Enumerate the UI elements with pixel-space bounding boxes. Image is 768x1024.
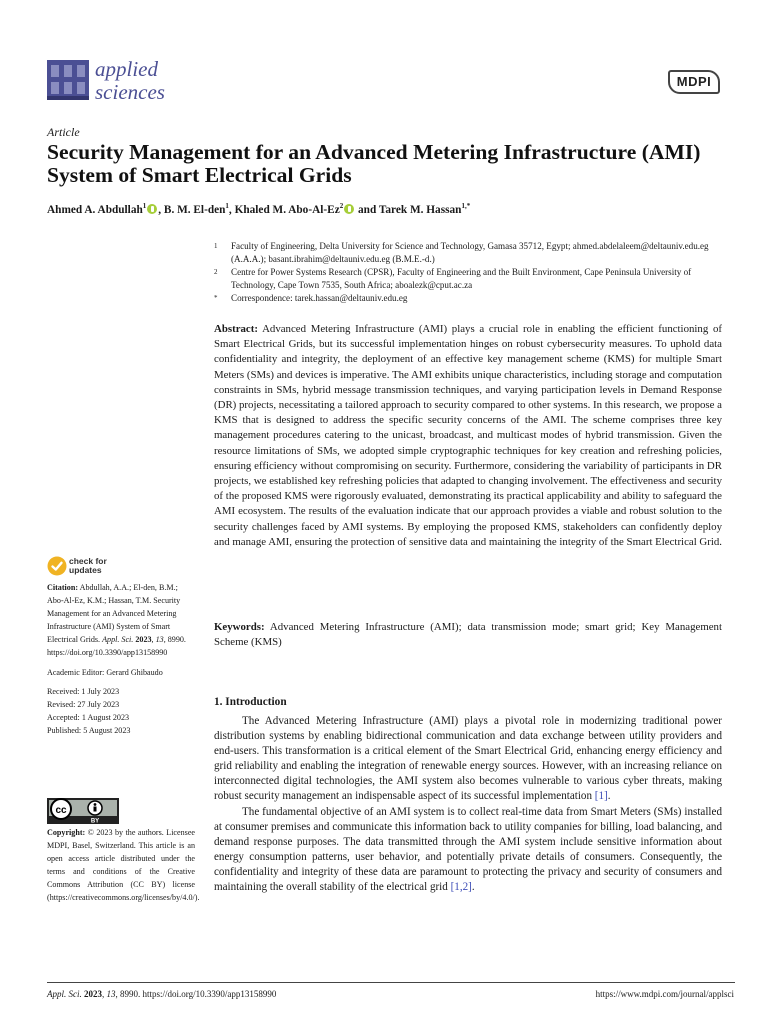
author-affiliation-mark: 2	[339, 202, 344, 211]
paragraph: The fundamental objective of an AMI system is to collect real-time data from Smart Meters (SMs) installed at consumer premises and communicate this information back to utility companies for billing, load balancing, and demand response purposes. The data transmitted through the AMI system include sensitive information about energy consumption patterns, user behavior, and potentially private details of consumers. Consequently, the confidentiality and integrity of these data are paramount to protecting the privacy and security of consumers and maintaining the overall stability of the electrical grid [1,2].	[214, 805, 722, 894]
academic-editor: Academic Editor: Gerard Ghibaudo	[47, 667, 163, 677]
date-received: Received: 1 July 2023	[47, 686, 120, 696]
author-name: Khaled M. Abo-Al-Ez	[234, 204, 340, 216]
date-accepted: Accepted: 1 August 2023	[47, 712, 130, 722]
date-revised: Revised: 27 July 2023	[47, 699, 120, 709]
cc-by-label: BY	[90, 818, 100, 824]
affiliations	[214, 240, 734, 305]
author-name: Ahmed A. Abdullah	[47, 204, 143, 216]
author-list: Ahmed A. Abdullah$^1$ , B. M. El-den$^1$, Khaled M. Abo-Al-Ez$^2$ and Tarek M. Hassan$^{1,*}$	[47, 202, 471, 216]
date-published: Published: 5 August 2023	[47, 725, 131, 735]
cc-by-license-icon[interactable]	[47, 798, 119, 824]
journal-logo-icon	[47, 60, 89, 100]
citation-link[interactable]: [1,2]	[450, 881, 472, 894]
abstract	[214, 322, 722, 550]
abstract-label: Abstract:	[214, 323, 258, 335]
keywords-text: Advanced Metering Infrastructure (AMI); data transmission mode; smart grid; Key Management Scheme (KMS)	[214, 621, 722, 649]
section-heading: 1. Introduction	[214, 696, 287, 708]
article-type: Article	[47, 125, 80, 139]
keywords	[214, 620, 722, 650]
author-affiliation-mark: 1	[225, 202, 229, 211]
orcid-icon[interactable]	[344, 204, 354, 214]
footer-citation: Appl. Sci. 2023, 13, 8990. https://doi.org/10.3390/app13158990	[47, 989, 277, 999]
orcid-icon[interactable]	[147, 204, 157, 214]
affiliation-item: 2 Centre for Power Systems Research (CPSR), Faculty of Engineering and the Built Environment, Cape Peninsula University of Technology, Cape Town 7535, South Africa; aboalezk@cput.ac.za	[214, 267, 692, 290]
svg-text:cc: cc	[55, 805, 67, 816]
journal-name-line2: sciences	[95, 80, 165, 104]
copyright-notice: Copyright: © 2023 by the authors. Licensee MDPI, Basel, Switzerland. This article is an open access article distributed under the terms and conditions of the Creative Commons Attribution (CC BY) license (https://creativecommons.org/licenses/by/4.0/).	[47, 828, 200, 903]
affiliation-item: * Correspondence: tarek.hassan@deltauniv.edu.eg	[214, 293, 408, 303]
abstract-text: Advanced Metering Infrastructure (AMI) plays a crucial role in enabling the efficient functioning of Smart Electrical Grids, but its successful implementation hinges on robust cybersecurity measures. To uphold data confidentiality and integrity, the deployment of an effective key management scheme (KMS) for multiple Smart Meters (SMs) and devices is imperative. The AMI exhibits unique characteristics, including storage and computation constraints in SMs, hybrid message transmission techniques, and varying participation levels in Demand Response (DR) projects, necessitating a tailored approach to security compared to other systems. In this research, we propose a KMS that is designed to address the specific security concerns of the AMI. The scheme comprises three key management procedures catering to the unicast, broadcast, and multicast modes of hybrid transmission. Given the resource limitations of SMs, we adopted simple cryptographic techniques for key creation and refreshing policies, ensuring efficiency without compromising on security. Furthermore, considering the variability of participants in DR projects, we established key refreshing policies that adapted to changing involvement. The effectiveness and security of the proposed KMS were rigorously evaluated, demonstrating its practical applicability and ability to safeguard the AMI ecosystem. The results of the evaluation indicate that our approach provides a viable and robust solution to the security challenges faced by AMI systems. By employing the proposed KMS, stakeholders can confidently deploy and manage AMI, ensuring the protection of sensitive data and maintaining the integrity of the Smart Electrical Grid.	[214, 323, 723, 548]
author-name: Tarek M. Hassan	[378, 204, 462, 216]
affiliation-item: 1 Faculty of Engineering, Delta University for Science and Technology, Gamasa 35712, Egypt; ahmed.abdelaleem@deltauniv.edu.eg (A.A.A.); basant.ibrahim@deltauniv.edu.eg (B.M.E.-d.)	[214, 241, 709, 264]
footer-divider	[47, 982, 735, 983]
author-affiliation-mark: 1,*	[461, 202, 471, 211]
keywords-label: Keywords:	[214, 621, 265, 633]
citation-link[interactable]: [1]	[594, 790, 608, 803]
author-name: B. M. El-den	[163, 204, 226, 216]
check-for-updates-label[interactable]: check for updates	[69, 556, 107, 575]
journal-name[interactable]	[95, 58, 165, 104]
sidebar-metadata	[47, 581, 195, 737]
citation-block: Citation: Abdullah, A.A.; El-den, B.M.; Abo-Al-Ez, K.M.; Hassan, T.M. Security Management for an Advanced Metering Infrastructure (AMI) System of Smart Electrical Grids. Appl. Sci. 2023, 13, 8990. https://doi.org/10.3390/app13158990	[47, 583, 186, 658]
check-for-updates-icon[interactable]	[47, 556, 67, 576]
paragraph: The Advanced Metering Infrastructure (AMI) plays a pivotal role in modernizing traditional power distribution systems by enabling bidirectional communication and data exchange between utility providers and end-users. This transformation is a critical element of the Smart Electrical Grid, enhancing energy efficiency and grid reliability and enabling the integration of renewable energy sources. However, with an increasing reliance on interconnected digital technologies, the AMI system also becomes vulnerable to various cyber threats, making robust security management an indispensable aspect of its successful implementation [1].	[214, 715, 722, 803]
page-title: Security Management for an Advanced Metering Infrastructure (AMI) System of Smart Electrical Grids	[47, 140, 701, 187]
journal-name-line1: applied	[95, 57, 158, 81]
author-affiliation-mark: 1	[142, 202, 147, 211]
mdpi-logo[interactable]: MDPI	[668, 70, 720, 94]
footer-journal-url[interactable]: https://www.mdpi.com/journal/applsci	[595, 989, 734, 999]
introduction-body	[214, 714, 722, 895]
